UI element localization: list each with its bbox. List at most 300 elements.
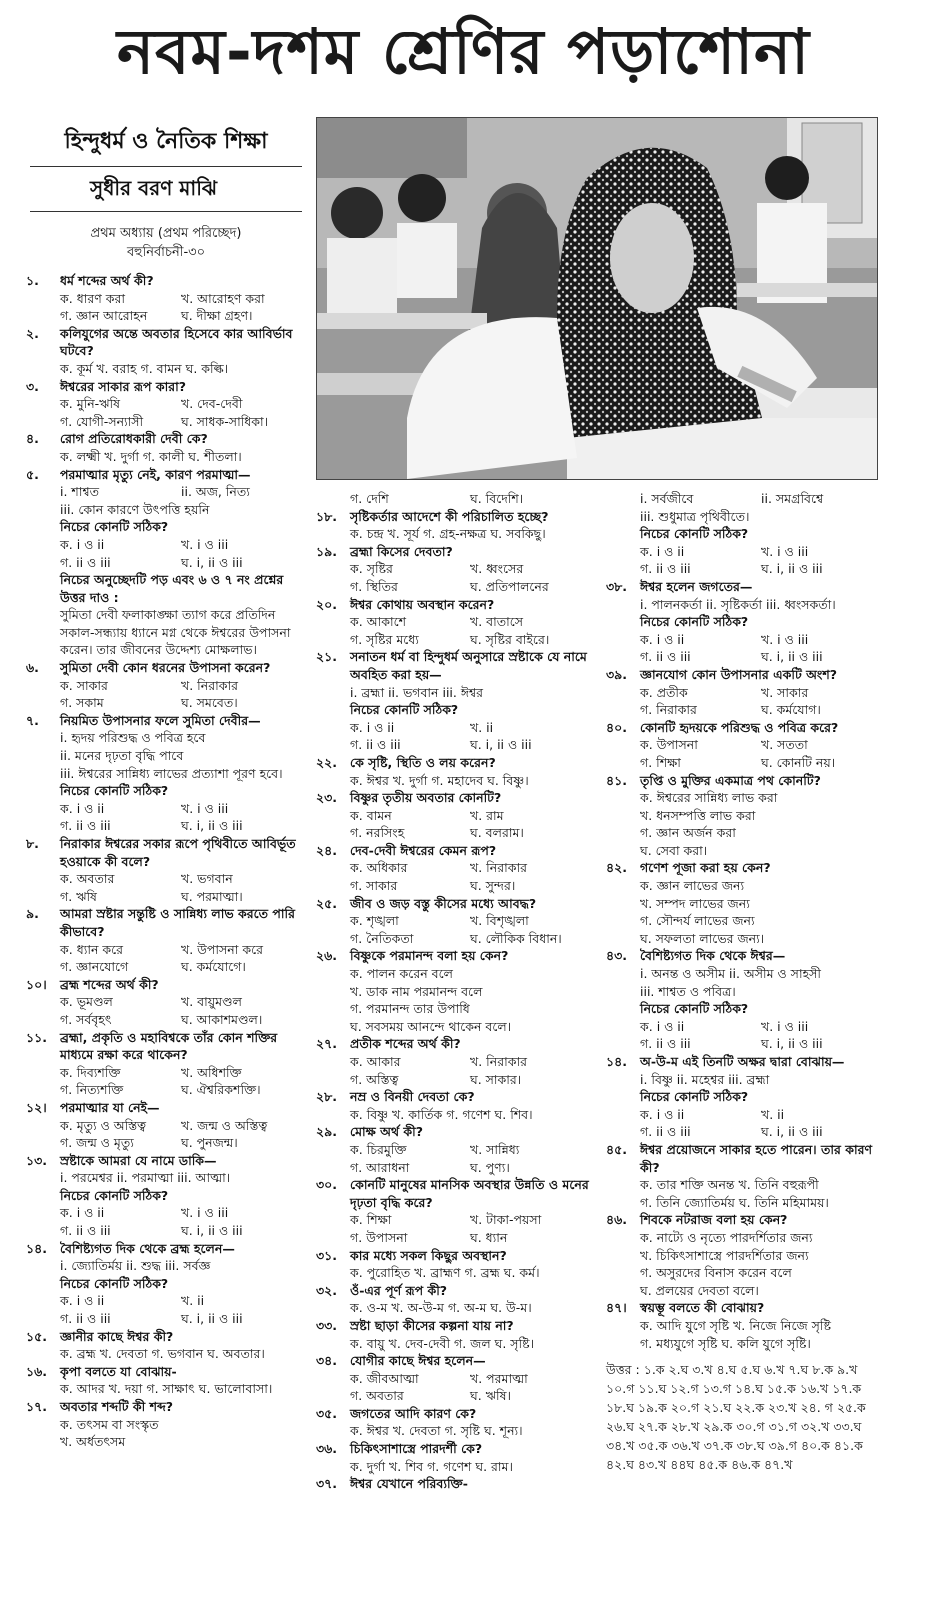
- question-options: [26, 1292, 302, 1327]
- question-options: [606, 736, 882, 771]
- section-title: বহুনির্বাচনী-৩০: [126, 245, 206, 260]
- question-number: ৪৫.: [606, 1141, 627, 1157]
- option: ক. i ও ii: [350, 719, 395, 735]
- question-7: [26, 712, 302, 730]
- newspaper-banner-title: নবম-দশম শ্রেণির পড়াশোনা: [117, 14, 810, 88]
- question-number: ২৬.: [316, 948, 338, 964]
- question-number: ১৭.: [26, 1399, 47, 1414]
- question-text: নম্র ও বিনয়ী দেবতা কে?: [350, 1089, 475, 1105]
- question-number: ২০.: [316, 596, 338, 612]
- option: গ. ii ও iii: [60, 554, 111, 570]
- question-options: [316, 1370, 590, 1405]
- question-number: ৭.: [26, 712, 39, 728]
- question-text: সনাতন ধর্ম বা হিন্দুধর্ম অনুসারে স্রষ্টাকে যে নামে অবহিত করা হয়—: [350, 649, 587, 682]
- question-options: ক. ঈশ্বর খ. দেবতা গ. সৃষ্টি ঘ. শূন্য।: [350, 1423, 523, 1439]
- question-33: [316, 1317, 590, 1335]
- option: গ. ii ও iii: [640, 649, 691, 665]
- option: খ. উপাসনা করে: [181, 941, 263, 957]
- question-text: ঈশ্বরের সাকার রূপ কারা?: [60, 378, 186, 394]
- question-31: [316, 1247, 590, 1265]
- question-34: [316, 1352, 590, 1370]
- question-number: ৩৬.: [316, 1441, 338, 1457]
- option: ক. ভূমণ্ডল: [60, 994, 113, 1010]
- question-options: [606, 543, 882, 578]
- question-text: কৃপা বলতে যা বোঝায়-: [60, 1363, 177, 1379]
- question-30: [316, 1176, 590, 1211]
- option: খ. i ও iii: [761, 631, 809, 647]
- question-40: [606, 719, 882, 737]
- question-27: [316, 1035, 590, 1053]
- question-options: [26, 941, 302, 976]
- choice-prompt: নিচের কোনটি সঠিক?: [60, 1275, 169, 1291]
- option: খ. অধিশক্তি: [181, 1064, 242, 1080]
- question-39: [606, 666, 882, 684]
- question-options: [26, 290, 302, 325]
- question-6: [26, 659, 302, 677]
- option: ঘ. i, ii ও iii: [761, 561, 823, 577]
- question-text: দেব-দেবী ঈশ্বরের কেমন রূপ?: [350, 842, 497, 858]
- option: ক. জীবআত্মা: [350, 1370, 419, 1386]
- question-options: ক. আদর খ. দয়া গ. সাক্ষাৎ ঘ. ভালোবাসা।: [60, 1381, 273, 1397]
- question-options: ক. কূর্ম খ. বরাহ গ. বামন ঘ. কল্কি।: [60, 360, 229, 376]
- option: ক. উপাসনা: [640, 737, 698, 753]
- option: ক. তৎসম বা সংস্কৃত: [60, 1416, 159, 1432]
- question-18: [316, 508, 590, 526]
- option: খ. বিশৃঙ্খলা: [470, 913, 529, 929]
- option: ঘ. i, ii ও iii: [761, 1036, 823, 1052]
- option: গ. নরসিংহ: [350, 825, 405, 841]
- question-options: [26, 1204, 302, 1239]
- option: ঘ. i, ii ও iii: [181, 1223, 243, 1239]
- option: ক. মুনি-ঋষি: [60, 396, 120, 412]
- option: গ. সৃষ্টির মধ্যে: [350, 631, 419, 647]
- question-text: প্রতীক শব্দের অর্থ কী?: [350, 1036, 461, 1052]
- option: ক. i ও ii: [60, 1205, 105, 1221]
- option: গ. নিত্যশক্তি: [60, 1082, 124, 1098]
- option: ঘ. লৌকিক বিধান।: [470, 930, 562, 946]
- option: ক. ঈশ্বরের সান্নিধ্য লাভ করা: [640, 790, 778, 806]
- question-41: [606, 772, 882, 790]
- question-text: ঈশ্বর কোথায় অবস্থান করেন?: [350, 596, 495, 612]
- question-options: [606, 1018, 882, 1053]
- question-text: কোনটি মানুষের মানসিক অবস্থার উন্নতি ও মনের দৃঢ়তা বৃদ্ধি করে?: [350, 1177, 589, 1210]
- questions-column-3: [606, 490, 882, 1474]
- option: গ. নৈতিকতা: [350, 930, 414, 946]
- question-15: [26, 1328, 302, 1346]
- option: ঘ. ঋষি।: [470, 1388, 511, 1404]
- question-number: ১২।: [26, 1099, 47, 1115]
- question-options: [316, 807, 590, 842]
- option: গ. ঋষি: [60, 888, 97, 904]
- question-text: কার মধ্যে সকল কিছুর অবস্থান?: [350, 1247, 507, 1263]
- option: ঘ. সাধক-সাধিকা।: [181, 413, 269, 429]
- option: ঘ. সৃষ্টির বাইরে।: [470, 631, 550, 647]
- option: ঘ. ধ্যান: [470, 1229, 508, 1245]
- question-text: ব্রহ্মা, প্রকৃতি ও মহাবিশ্বকে তাঁর কোন শক্তির মাধ্যমে রক্ষা করে থাকেন?: [60, 1029, 278, 1063]
- question-text: বিষ্ণুকে পরমানন্দ বলা হয় কেন?: [350, 948, 509, 964]
- statement: i. পরমেশ্বর ii. পরমাত্মা iii. আত্মা।: [60, 1170, 231, 1186]
- question-options: [316, 1211, 590, 1246]
- question-38: [606, 578, 882, 596]
- choice-prompt: নিচের কোনটি সঠিক?: [640, 614, 749, 630]
- option: গ. জন্ম ও মৃত্যু: [60, 1135, 134, 1151]
- question-number: ২৪.: [316, 842, 337, 858]
- option: খ. বায়ুমণ্ডল: [181, 994, 242, 1010]
- chapter-title: প্রথম অধ্যায় (প্রথম পরিচ্ছেদ): [90, 226, 242, 241]
- option: গ. মধ্যযুগে সৃষ্টি ঘ. কলি যুগে সৃষ্টি।: [640, 1335, 811, 1351]
- question-options: ক. লক্ষ্মী খ. দুর্গা গ. কালী ঘ. শীতলা।: [60, 448, 242, 464]
- question-options: [316, 719, 590, 754]
- choice-prompt: নিচের কোনটি সঠিক?: [350, 702, 459, 718]
- question-text: অ-উ-ম এই তিনটি অক্ষর দ্বারা বোঝায়—: [640, 1054, 845, 1069]
- question-21: [316, 648, 590, 683]
- question-number: ৩১.: [316, 1247, 337, 1263]
- question-number: ৪০.: [606, 719, 627, 735]
- question-text: ঈশ্বর হলেন জগতের—: [640, 578, 753, 594]
- option: ক. নাট্যে ও নৃত্যে পারদর্শিতার জন্য: [640, 1229, 813, 1245]
- option: ক. অবতার: [60, 871, 115, 887]
- question-8: [26, 835, 302, 870]
- choice-prompt: নিচের কোনটি সঠিক?: [640, 526, 749, 542]
- question-options: [316, 859, 590, 894]
- question-number: ২.: [26, 325, 39, 341]
- question-26: [316, 947, 590, 965]
- option: খ. নিরাকার: [470, 1054, 527, 1069]
- question-47: [606, 1299, 882, 1317]
- question-32: [316, 1282, 590, 1300]
- question-number: ৩৫.: [316, 1405, 337, 1421]
- option: খ. ii: [470, 719, 494, 735]
- option: ঘ. পরমাত্মা।: [181, 888, 243, 904]
- author-name: সুধীর বরণ মাঝি: [30, 170, 302, 212]
- option: খ. দেব-দেবী: [181, 396, 243, 412]
- option: ক. আকাশে: [350, 614, 407, 630]
- option: খ. জন্ম ও অস্তিত্ব: [181, 1117, 268, 1133]
- option: গ. ii ও iii: [350, 737, 401, 753]
- statement: i. হৃদয় পরিশুদ্ধ ও পবিত্র হবে: [60, 730, 206, 746]
- option: গ. নিরাকার: [640, 702, 697, 718]
- question-options: ক. চন্দ্র খ. সূর্য গ. গ্রহ-নক্ষত্র ঘ. সবকিছু।: [350, 526, 546, 542]
- question-text: ঈশ্বর প্রয়োজনে সাকার হতে পারেন। তার কারণ কী?: [640, 1141, 873, 1175]
- question-options: ক. বায়ু খ. দেব-দেবী গ. জল ঘ. সৃষ্টি।: [350, 1335, 535, 1351]
- question-options: [26, 395, 302, 430]
- question-text: অবতার শব্দটি কী শব্দ?: [60, 1399, 174, 1414]
- statement: ii. অজ, নিত্য: [181, 484, 250, 500]
- photo-illustration: [317, 118, 877, 479]
- option: গ. যোগী-সন্যাসী: [60, 413, 144, 429]
- question-options: ক. ঈশ্বর খ. দুর্গা গ. মহাদেব ঘ. বিষ্ণু।: [350, 772, 529, 788]
- option: গ. ii ও iii: [60, 1223, 111, 1239]
- question-text: রোগ প্রতিরোধকারী দেবী কে?: [60, 431, 208, 447]
- option: গ. সকাম: [60, 695, 104, 711]
- question-number: ৯.: [26, 906, 39, 922]
- statement: ii. সমগ্রবিশ্বে: [761, 491, 824, 506]
- option: ঘ. i, ii ও iii: [181, 1311, 243, 1327]
- question-options: ক. ব্রহ্ম খ. দেবতা গ. ভগবান ঘ. অবতার।: [60, 1346, 265, 1362]
- question-text: পরমাত্মার মৃত্যু নেই, কারণ পরমাত্মা—: [60, 466, 251, 482]
- option: খ. নিরাকার: [470, 860, 527, 876]
- question-options: [26, 870, 302, 905]
- question-20: [316, 596, 590, 614]
- question-number: ৪৩.: [606, 948, 627, 964]
- passage-text: সুমিতা দেবী ফলাকাঙ্ক্ষা ত্যাগ করে প্রতিদিন সকাল-সন্ধ্যায় ধ্যানে মগ্ন থেকে ঈশ্বরের উপাসনা করেন। তার জীবনের উদ্দেশ্য মোক্ষলাভ।: [60, 607, 291, 658]
- question-number: ৫.: [26, 466, 39, 482]
- answer-key: উত্তর : ১.ক ২.ঘ ৩.খ ৪.ঘ ৫.ঘ ৬.খ ৭.ঘ ৮.ক ৯.খ ১০.গ ১১.ঘ ১২.গ ১৩.গ ১৪.ঘ ১৫.ক ১৬.খ ১৭.ক ১৮.ঘ ১৯.ক ২০.গ ২১.ঘ ২২.ক ২৩.খ ২৪. গ ২৫.ক ২৬.ঘ ২৭.ক ২৮.খ ২৯.ক ৩০.গ ৩১.গ ৩২.খ ৩৩.ঘ ৩৪.খ ৩৫.ক ৩৬.খ ৩৭.ক ৩৮.ঘ ৩৯.গ ৪০.ক ৪১.ক ৪২.ঘ ৪৩.খ ৪৪ঘ ৪৫.ক ৪৬.ক ৪৭.খ: [606, 1362, 866, 1473]
- option: ঘ. প্রলয়ের দেবতা বলে।: [640, 1282, 759, 1298]
- statement: ii. মনের দৃঢ়তা বৃদ্ধি পাবে: [60, 748, 184, 764]
- question-number: ১৪.: [606, 1054, 627, 1069]
- question-text: শিবকে নটরাজ বলা হয় কেন?: [640, 1212, 788, 1228]
- question-text: জ্ঞানীর কাছে ঈশ্বর কী?: [60, 1328, 174, 1344]
- option: গ. শিক্ষা: [640, 754, 681, 770]
- question-text: চিকিৎসাশাস্ত্রে পারদর্শী কে?: [350, 1441, 483, 1457]
- option: খ. সম্পদ লাভের জন্য: [640, 895, 750, 911]
- question-options: ক. বিষ্ণু খ. কার্তিক গ. গণেশ ঘ. শিব।: [350, 1106, 533, 1122]
- question-number: ৩৮.: [606, 578, 627, 594]
- question-13: [26, 1152, 302, 1170]
- question-46: [606, 1211, 882, 1229]
- question-number: ৪৬.: [606, 1212, 627, 1228]
- option: গ. দেশি: [350, 491, 389, 506]
- option: গ. স্থিতির: [350, 578, 398, 594]
- option: ক. i ও ii: [640, 631, 685, 647]
- question-text: ব্রহ্মা কিসের দেবতা?: [350, 543, 453, 559]
- question-number: ২৯.: [316, 1124, 337, 1140]
- option: খ. চিকিৎসাশাস্ত্রে পারদর্শিতার জন্য: [640, 1247, 809, 1263]
- option: ক. i ও ii: [640, 543, 685, 559]
- option: ঘ. আকাশমণ্ডল।: [181, 1011, 263, 1027]
- option: ক. ধ্যান করে: [60, 941, 124, 957]
- subject-heading: হিন্দুধর্ম ও নৈতিক শিক্ষা: [30, 118, 302, 167]
- option: ক. শৃঙ্খলা: [350, 913, 399, 929]
- choice-prompt: নিচের কোনটি সঠিক?: [60, 519, 169, 535]
- option: খ. পরমাত্মা: [470, 1370, 528, 1386]
- option: গ. জ্ঞান আরোহন: [60, 308, 148, 324]
- statement: iii. শুধুমাত্র পৃথিবীতে।: [640, 508, 750, 524]
- option: ঘ. সফলতা লাভের জন্য।: [640, 930, 765, 946]
- statement: i. জ্যোতির্ময় ii. শুদ্ধ iii. সর্বজ্ঞ: [60, 1258, 211, 1274]
- question-number: ২২.: [316, 754, 338, 770]
- statements: [26, 483, 302, 501]
- question-text: সুমিতা দেবী কোন ধরনের উপাসনা করেন?: [60, 660, 271, 676]
- question-options: ক. ও-ম খ. অ-উ-ম গ. অ-ম ঘ. উ-ম।: [350, 1300, 532, 1316]
- option: গ. ii ও iii: [640, 561, 691, 577]
- option: ক. বামন: [350, 807, 392, 823]
- option: ক. i ও ii: [60, 1293, 105, 1309]
- question-number: ৩৭.: [316, 1476, 338, 1492]
- question-text: নিরাকার ঈশ্বরের সকার রূপে পৃথিবীতে আবির্ভূত হওয়াকে কী বলে?: [60, 836, 296, 869]
- option: ক. পালন করেন বলে: [350, 966, 453, 982]
- statement: i. অনন্ত ও অসীম ii. অসীম ও সাহসী: [640, 966, 821, 982]
- option: ক. চিরমুক্তি: [350, 1141, 407, 1157]
- question-text: কে সৃষ্টি, স্থিতি ও লয় করেন?: [350, 754, 496, 770]
- option: ক. সাকার: [60, 677, 108, 693]
- option: খ. সততা: [761, 737, 808, 753]
- option: ঘ. কোনটি নয়।: [761, 754, 836, 770]
- option: খ. i ও iii: [181, 1205, 229, 1221]
- question-text: সৃষ্টিকর্তার আদেশে কী পরিচালিত হচ্ছে?: [350, 508, 549, 524]
- question-number: ১৩.: [26, 1152, 47, 1168]
- choice-prompt: নিচের কোনটি সঠিক?: [60, 783, 169, 799]
- question-number: ১৮.: [316, 508, 337, 524]
- option: খ. ii: [181, 1293, 205, 1309]
- question-options: ক. দুর্গা খ. শিব গ. গণেশ ঘ. রাম।: [350, 1458, 513, 1474]
- question-9: [26, 905, 302, 940]
- option: ঘ. i, ii ও iii: [181, 554, 243, 570]
- question-options: [26, 536, 302, 571]
- option: খ. i ও iii: [761, 1018, 809, 1034]
- option: গ. ii ও iii: [640, 1036, 691, 1052]
- exam-hall-photo: [316, 117, 878, 480]
- option: ঘ. বলরাম।: [470, 825, 524, 841]
- option: ঘ. সবসময় আনন্দে থাকেন বলে।: [350, 1018, 512, 1034]
- question-22: [316, 754, 590, 772]
- question-text: ওঁ-এর পূর্ণ রূপ কী?: [350, 1282, 448, 1298]
- questions-column-2: [316, 490, 590, 1493]
- option: ঘ. পুনজন্ম।: [181, 1135, 238, 1151]
- question-text: ব্রহ্ম শব্দের অর্থ কী?: [60, 976, 159, 992]
- question-number: ১৯.: [316, 543, 337, 559]
- statement: i. ব্রহ্মা ii. ভগবান iii. ঈশ্বর: [350, 684, 484, 700]
- option: গ. সাকার: [350, 878, 398, 894]
- option: ক. i ও ii: [640, 1106, 685, 1122]
- question-number: ২৫.: [316, 895, 337, 911]
- option: ঘ. ঐশ্বরিকশক্তি।: [181, 1082, 261, 1098]
- question-11: [26, 1029, 302, 1064]
- question-35: [316, 1405, 590, 1423]
- question-14: [26, 1240, 302, 1258]
- question-text: ধর্ম শব্দের অর্থ কী?: [60, 273, 154, 288]
- option: ঘ. i, ii ও iii: [761, 649, 823, 665]
- question-number: ১.: [26, 273, 39, 288]
- option: খ. ধ্বংসের: [470, 561, 524, 577]
- question-number: ৩৯.: [606, 666, 627, 682]
- option: গ. অবতার: [350, 1388, 404, 1404]
- question-text: স্বয়ম্ভূ বলতে কী বোঝায়?: [640, 1300, 765, 1316]
- question-number: ১১.: [26, 1029, 47, 1045]
- option: খ. সাকার: [761, 684, 809, 700]
- option: খ. অর্ধতৎসম: [60, 1434, 126, 1450]
- question-text: নিয়মিত উপাসনার ফলে সুমিতা দেবীর—: [60, 712, 261, 728]
- question-text: জ্ঞানযোগ কোন উপাসনার একটি অংশ?: [640, 666, 837, 682]
- question-number: ৩.: [26, 378, 39, 394]
- option: ঘ. বিদেশি।: [470, 491, 524, 506]
- option: গ. অস্তিত্ব: [350, 1071, 399, 1087]
- option: গ. সৌন্দর্য লাভের জন্য: [640, 913, 755, 929]
- option: ক. i ও ii: [640, 1018, 685, 1034]
- option: ক. অধিকার: [350, 860, 408, 876]
- question-number: ১০।: [26, 976, 47, 992]
- question-number: ৪৭।: [606, 1300, 627, 1316]
- question-number: ২৩.: [316, 790, 338, 806]
- question-options: ক. পুরোহিত খ. ব্রাহ্মণ গ. ব্রহ্ম ঘ. কর্ম।: [350, 1265, 540, 1281]
- option: ক. তার শক্তি অনন্ত খ. তিনি বহুরূপী: [640, 1177, 819, 1193]
- option: খ. i ও iii: [181, 536, 229, 552]
- statement: i. বিষ্ণু ii. মহেশ্বর iii. ব্রহ্মা: [640, 1071, 770, 1087]
- option: ঘ. i, ii ও iii: [181, 818, 243, 834]
- statements: [606, 490, 882, 508]
- question-3: [26, 378, 302, 396]
- question-24: [316, 842, 590, 860]
- question-options: [316, 490, 590, 508]
- option: খ. i ও iii: [761, 543, 809, 559]
- option: গ. আরাধনা: [350, 1159, 410, 1175]
- option: ক. i ও ii: [60, 536, 105, 552]
- choice-prompt: নিচের কোনটি সঠিক?: [640, 1089, 749, 1105]
- question-options: [26, 1064, 302, 1099]
- question-2: [26, 325, 302, 360]
- question-44: [606, 1053, 882, 1071]
- question-text: বিষ্ণুর তৃতীয় অবতার কোনটি?: [350, 790, 502, 806]
- choice-prompt: নিচের কোনটি সঠিক?: [60, 1187, 169, 1203]
- question-text: পরমাত্মার যা নেই—: [60, 1099, 160, 1115]
- option: ঘ. সমবেত।: [181, 695, 238, 711]
- question-number: ৩০.: [316, 1177, 338, 1193]
- option: ঘ. i, ii ও iii: [761, 1124, 823, 1140]
- option: ক. জ্ঞান লাভের জন্য: [640, 878, 745, 894]
- question-29: [316, 1123, 590, 1141]
- option: গ. ii ও iii: [60, 1311, 111, 1327]
- question-number: ২৭.: [316, 1036, 338, 1052]
- option: ঘ. i, ii ও iii: [470, 737, 532, 753]
- question-number: ১৫.: [26, 1328, 47, 1344]
- question-number: ৪.: [26, 431, 39, 447]
- option: খ. টাকা-পয়সা: [470, 1212, 542, 1228]
- option: ক. ধারণ করা: [60, 290, 125, 306]
- option: খ. ডাক নাম পরমানন্দ বলে: [350, 983, 483, 999]
- option: গ. জ্ঞান অর্জন করা: [640, 825, 736, 841]
- option: গ. উপাসনা: [350, 1229, 408, 1245]
- question-number: ৩৩.: [316, 1317, 338, 1333]
- question-number: ৪২.: [606, 860, 627, 876]
- statement: iii. কোন কারণে উৎপত্তি হয়নি: [60, 501, 210, 517]
- option: খ. সান্নিধ্য: [470, 1141, 520, 1157]
- option: ক. আদি যুগে সৃষ্টি খ. নিজে নিজে সৃষ্টি: [640, 1317, 831, 1333]
- passage-heading: নিচের অনুচ্ছেদটি পড় এবং ৬ ও ৭ নং প্রশ্নের উত্তর দাও :: [60, 572, 284, 605]
- question-options: [26, 1117, 302, 1152]
- question-options: [26, 677, 302, 712]
- option: গ. তিনি জ্যোতির্ময় ঘ. তিনি মহিমাময়।: [640, 1194, 829, 1210]
- option: গ. ii ও iii: [640, 1124, 691, 1140]
- question-17: [26, 1398, 302, 1416]
- option: গ. পরমানন্দ তার উপাধি: [350, 1001, 470, 1017]
- question-text: স্রষ্টাকে আমরা যে নামে ডাকি—: [60, 1152, 217, 1168]
- option: ঘ. পুণ্য।: [470, 1159, 510, 1175]
- question-number: ১৬.: [26, 1363, 47, 1379]
- question-text: কোনটি হৃদয়কে পরিশুদ্ধ ও পবিত্র করে?: [640, 719, 839, 735]
- question-options: [606, 1106, 882, 1141]
- statement: iii. শাশ্বত ও পবিত্র।: [640, 983, 736, 999]
- option: খ. i ও iii: [181, 800, 229, 816]
- option: গ. জ্ঞানযোগে: [60, 959, 129, 975]
- question-options: [26, 993, 302, 1028]
- statement: i. শাশ্বত: [60, 484, 99, 500]
- questions-column-1: [26, 272, 302, 1451]
- question-23: [316, 789, 590, 807]
- option: খ. ভগবান: [181, 871, 233, 887]
- question-text: জীব ও জড় বস্তু কীসের মধ্যে আবদ্ধ?: [350, 895, 537, 911]
- question-options: [316, 912, 590, 947]
- question-text: ঈশ্বর যেখানে পরিব্যক্তি-: [350, 1476, 468, 1492]
- option: গ. সর্ববৃহৎ: [60, 1011, 112, 1027]
- question-text: তৃপ্তি ও মুক্তির একমাত্র পথ কোনটি?: [640, 772, 821, 788]
- question-28: [316, 1088, 590, 1106]
- question-number: ২১.: [316, 649, 337, 665]
- option: খ. রাম: [470, 807, 504, 823]
- question-text: আমরা স্রষ্টার সন্তুষ্টি ও সান্নিধ্য লাভ করতে পারি কীভাবে?: [60, 906, 295, 939]
- question-1: [26, 272, 302, 290]
- question-number: ৩৪.: [316, 1353, 337, 1369]
